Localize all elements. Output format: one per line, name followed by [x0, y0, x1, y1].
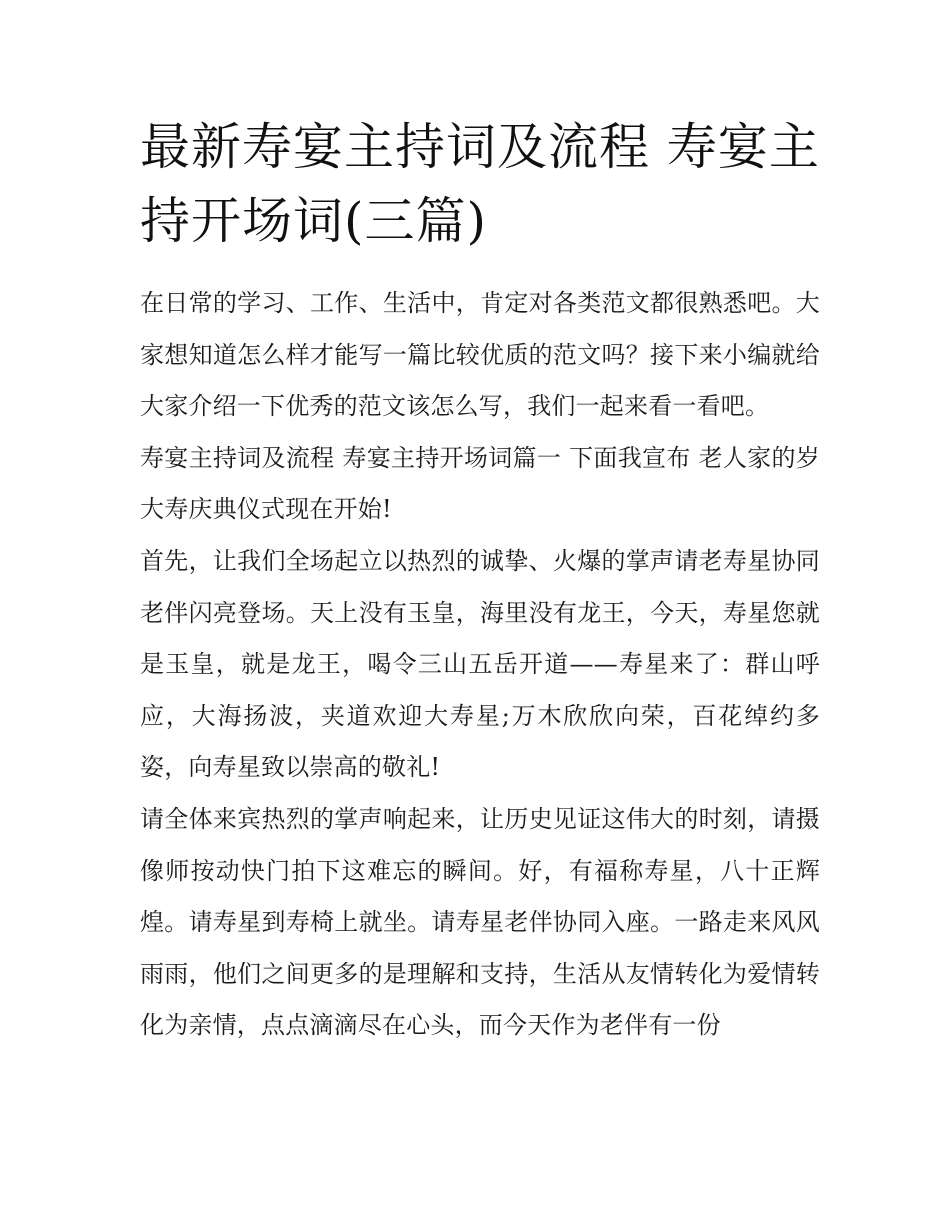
paragraph-seating: 请全体来宾热烈的掌声响起来，让历史见证这伟大的时刻，请摄像师按动快门拍下这难忘的瞬间。好，有福称寿星，八十正辉煌。请寿星到寿椅上就坐。请寿星老伴协同入座。一路走来风风雨雨，他们之间更多的是理解和支持，生活从友情转化为爱情转化为亲情，点点滴滴尽在心头，而今天作为老伴有一份: [140, 804, 820, 1040]
document-title: 最新寿宴主持词及流程 寿宴主持开场词(三篇): [140, 118, 820, 250]
document-body: [140, 110, 820, 1052]
paragraph-section-one-heading: 寿宴主持词及流程 寿宴主持开场词篇一 下面我宣布 老人家的岁大寿庆典仪式现在开始!: [140, 443, 820, 524]
paragraph-opening: 首先，让我们全场起立以热烈的诚挚、火爆的掌声请老寿星协同老伴闪亮登场。天上没有玉皇，海里没有龙王，今天，寿星您就是玉皇，就是龙王，喝令三山五岳开道——寿星来了：群山呼应，大海扬波，夹道欢迎大寿星;万木欣欣向荣，百花绰约多姿，向寿星致以崇高的敬礼!: [140, 546, 820, 782]
paragraph-intro: 在日常的学习、工作、生活中，肯定对各类范文都很熟悉吧。大家想知道怎么样才能写一篇比较优质的范文吗？接下来小编就给大家介绍一下优秀的范文该怎么写，我们一起来看一看吧。: [140, 289, 820, 421]
